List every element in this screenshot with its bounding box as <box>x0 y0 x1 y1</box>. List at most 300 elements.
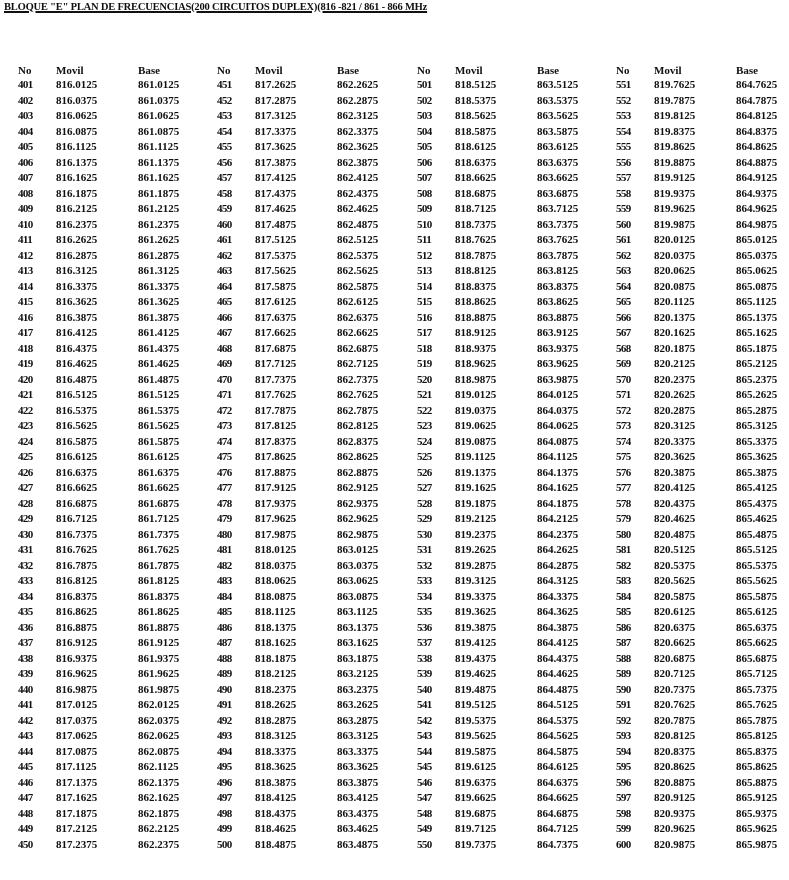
movil-frequency: 818.0375 <box>255 559 297 572</box>
table-row <box>18 528 210 544</box>
table-row <box>616 233 789 249</box>
table-row <box>616 729 789 745</box>
table-row <box>18 357 210 373</box>
movil-frequency: 817.0125 <box>56 699 98 711</box>
base-frequency: 861.9625 <box>138 668 180 680</box>
movil-frequency: 816.5625 <box>56 420 98 432</box>
movil-frequency: 819.1875 <box>455 497 497 510</box>
movil-frequency: 820.5875 <box>654 590 696 603</box>
table-row <box>616 714 789 730</box>
channel-number: 480 <box>217 528 232 541</box>
movil-frequency: 819.9375 <box>654 187 696 200</box>
channel-number: 417 <box>18 327 33 339</box>
table-row <box>417 621 609 637</box>
table-row <box>417 636 609 652</box>
base-frequency: 865.6875 <box>736 652 778 665</box>
table-row <box>616 171 789 187</box>
channel-number: 409 <box>18 203 33 215</box>
movil-frequency: 820.8875 <box>654 776 696 789</box>
channel-number: 418 <box>18 342 33 355</box>
base-frequency: 864.2125 <box>537 513 579 525</box>
movil-frequency: 817.0375 <box>56 714 98 727</box>
channel-number: 526 <box>417 466 432 479</box>
channel-number: 512 <box>417 249 432 262</box>
base-frequency: 864.5875 <box>537 745 579 758</box>
base-frequency: 861.0375 <box>138 94 180 107</box>
movil-frequency: 820.9375 <box>654 807 696 820</box>
table-row <box>18 218 210 234</box>
base-frequency: 865.8875 <box>736 776 778 789</box>
base-frequency: 863.4625 <box>337 823 379 835</box>
movil-frequency: 817.7625 <box>255 389 297 401</box>
movil-frequency: 820.8375 <box>654 745 696 758</box>
table-row <box>616 140 789 156</box>
table-row <box>616 512 789 528</box>
table-row <box>217 140 409 156</box>
table-row <box>217 78 409 94</box>
table-row <box>616 683 789 699</box>
movil-frequency: 817.9375 <box>255 497 297 510</box>
frequency-block-4 <box>616 64 789 853</box>
header-base: Base <box>138 65 160 77</box>
movil-frequency: 818.7625 <box>455 234 497 246</box>
table-row <box>18 512 210 528</box>
table-row <box>616 760 789 776</box>
channel-number: 498 <box>217 807 232 820</box>
movil-frequency: 816.7375 <box>56 528 98 541</box>
column-headers <box>217 64 409 78</box>
movil-frequency: 817.1125 <box>56 761 97 773</box>
table-row <box>18 559 210 575</box>
base-frequency: 864.5375 <box>537 714 579 727</box>
movil-frequency: 817.3375 <box>255 125 297 138</box>
channel-number: 592 <box>616 714 631 727</box>
movil-frequency: 817.3125 <box>255 110 297 122</box>
movil-frequency: 820.2125 <box>654 358 696 370</box>
channel-number: 513 <box>417 265 432 277</box>
channel-number: 571 <box>616 389 631 401</box>
base-frequency: 865.0625 <box>736 265 778 277</box>
movil-frequency: 820.2375 <box>654 373 696 386</box>
base-frequency: 864.6625 <box>537 792 579 804</box>
movil-frequency: 817.1625 <box>56 792 98 804</box>
channel-number: 570 <box>616 373 631 386</box>
table-row <box>417 574 609 590</box>
channel-number: 527 <box>417 482 432 494</box>
movil-frequency: 820.0625 <box>654 265 696 277</box>
base-frequency: 861.7375 <box>138 528 180 541</box>
base-frequency: 864.3125 <box>537 575 579 587</box>
movil-frequency: 816.1875 <box>56 187 98 200</box>
movil-frequency: 817.8875 <box>255 466 297 479</box>
base-frequency: 863.0375 <box>337 559 379 572</box>
base-frequency: 865.3875 <box>736 466 778 479</box>
channel-number: 461 <box>217 234 232 246</box>
movil-frequency: 819.0875 <box>455 435 497 448</box>
table-row <box>616 218 789 234</box>
base-frequency: 861.5375 <box>138 404 180 417</box>
movil-frequency: 817.5875 <box>255 280 297 293</box>
channel-number: 429 <box>18 513 33 525</box>
channel-number: 554 <box>616 125 631 138</box>
base-frequency: 861.1625 <box>138 172 180 184</box>
table-row <box>417 419 609 435</box>
channel-number: 584 <box>616 590 631 603</box>
channel-number: 457 <box>217 172 232 184</box>
movil-frequency: 818.2625 <box>255 699 297 711</box>
channel-number: 509 <box>417 203 432 215</box>
base-frequency: 861.8875 <box>138 621 180 634</box>
movil-frequency: 816.6875 <box>56 497 98 510</box>
channel-number: 421 <box>18 389 33 401</box>
channel-number: 494 <box>217 745 232 758</box>
base-frequency: 862.5875 <box>337 280 379 293</box>
table-row <box>217 202 409 218</box>
base-frequency: 864.7375 <box>537 838 579 851</box>
channel-number: 479 <box>217 513 232 525</box>
base-frequency: 861.9125 <box>138 637 180 649</box>
table-row <box>217 605 409 621</box>
table-row <box>616 404 789 420</box>
table-row <box>417 373 609 389</box>
base-frequency: 863.4125 <box>337 792 379 804</box>
base-frequency: 862.2875 <box>337 94 379 107</box>
channel-number: 423 <box>18 420 33 432</box>
base-frequency: 863.3375 <box>337 745 379 758</box>
table-row <box>417 512 609 528</box>
table-row <box>417 714 609 730</box>
movil-frequency: 818.3875 <box>255 776 297 789</box>
base-frequency: 864.6375 <box>537 776 579 789</box>
movil-frequency: 817.1875 <box>56 807 98 820</box>
channel-number: 599 <box>616 823 631 835</box>
movil-frequency: 818.5375 <box>455 94 497 107</box>
movil-frequency: 820.3875 <box>654 466 696 479</box>
movil-frequency: 817.0625 <box>56 730 98 742</box>
table-row <box>18 621 210 637</box>
base-frequency: 864.3875 <box>537 621 579 634</box>
base-frequency: 861.2875 <box>138 249 180 262</box>
base-frequency: 864.4375 <box>537 652 579 665</box>
base-frequency: 861.4625 <box>138 358 180 370</box>
movil-frequency: 819.6375 <box>455 776 497 789</box>
channel-number: 502 <box>417 94 432 107</box>
channel-number: 470 <box>217 373 232 386</box>
channel-number: 482 <box>217 559 232 572</box>
movil-frequency: 816.8125 <box>56 575 98 587</box>
channel-number: 475 <box>217 451 232 463</box>
movil-frequency: 816.6625 <box>56 482 98 494</box>
channel-number: 448 <box>18 807 33 820</box>
base-frequency: 861.6125 <box>138 451 180 463</box>
column-headers <box>417 64 609 78</box>
channel-number: 450 <box>18 838 33 851</box>
table-row <box>18 342 210 358</box>
movil-frequency: 816.1375 <box>56 156 98 169</box>
table-row <box>217 760 409 776</box>
movil-frequency: 817.1375 <box>56 776 98 789</box>
base-frequency: 862.3875 <box>337 156 379 169</box>
table-row <box>417 156 609 172</box>
channel-number: 548 <box>417 807 432 820</box>
table-row <box>18 419 210 435</box>
table-row <box>417 698 609 714</box>
channel-number: 431 <box>18 544 33 556</box>
channel-number: 440 <box>18 683 33 696</box>
base-frequency: 863.7875 <box>537 249 579 262</box>
movil-frequency: 818.3125 <box>255 730 297 742</box>
table-row <box>18 78 210 94</box>
movil-frequency: 818.3625 <box>255 761 297 773</box>
movil-frequency: 819.4125 <box>455 637 497 649</box>
channel-number: 596 <box>616 776 631 789</box>
movil-frequency: 820.0125 <box>654 234 696 246</box>
channel-number: 535 <box>417 606 432 618</box>
base-frequency: 863.1625 <box>337 637 379 649</box>
channel-number: 403 <box>18 110 33 122</box>
channel-number: 435 <box>18 606 33 618</box>
movil-frequency: 816.6375 <box>56 466 98 479</box>
base-frequency: 863.8625 <box>537 296 579 308</box>
channel-number: 466 <box>217 311 232 324</box>
base-frequency: 864.1125 <box>537 451 578 463</box>
table-row <box>18 94 210 110</box>
channel-number: 493 <box>217 730 232 742</box>
base-frequency: 864.7875 <box>736 94 778 107</box>
channel-number: 546 <box>417 776 432 789</box>
table-row <box>18 652 210 668</box>
base-frequency: 861.3375 <box>138 280 180 293</box>
movil-frequency: 816.3625 <box>56 296 98 308</box>
channel-number: 458 <box>217 187 232 200</box>
channel-number: 519 <box>417 358 432 370</box>
table-row <box>417 109 609 125</box>
table-row <box>18 388 210 404</box>
movil-frequency: 818.8125 <box>455 265 497 277</box>
movil-frequency: 816.7625 <box>56 544 98 556</box>
table-row <box>217 249 409 265</box>
base-frequency: 864.1875 <box>537 497 579 510</box>
table-row <box>217 466 409 482</box>
channel-number: 490 <box>217 683 232 696</box>
base-frequency: 862.7375 <box>337 373 379 386</box>
base-frequency: 862.0375 <box>138 714 180 727</box>
table-row <box>18 187 210 203</box>
channel-number: 467 <box>217 327 232 339</box>
movil-frequency: 820.3625 <box>654 451 696 463</box>
movil-frequency: 819.5625 <box>455 730 497 742</box>
movil-frequency: 816.2375 <box>56 218 98 231</box>
movil-frequency: 816.4875 <box>56 373 98 386</box>
movil-frequency: 820.6375 <box>654 621 696 634</box>
channel-number: 424 <box>18 435 33 448</box>
table-row <box>616 481 789 497</box>
table-row <box>417 450 609 466</box>
base-frequency: 862.1625 <box>138 792 180 804</box>
base-frequency: 863.9125 <box>537 327 579 339</box>
movil-frequency: 820.2625 <box>654 389 696 401</box>
channel-number: 433 <box>18 575 33 587</box>
movil-frequency: 818.6875 <box>455 187 497 200</box>
base-frequency: 861.8125 <box>138 575 180 587</box>
movil-frequency: 816.2875 <box>56 249 98 262</box>
movil-frequency: 817.3625 <box>255 141 297 153</box>
channel-number: 538 <box>417 652 432 665</box>
table-row <box>616 342 789 358</box>
channel-number: 564 <box>616 280 631 293</box>
channel-number: 556 <box>616 156 631 169</box>
channel-number: 404 <box>18 125 33 138</box>
movil-frequency: 819.2625 <box>455 544 497 556</box>
movil-frequency: 817.4625 <box>255 203 297 215</box>
movil-frequency: 818.9625 <box>455 358 497 370</box>
channel-number: 425 <box>18 451 33 463</box>
base-frequency: 865.7375 <box>736 683 778 696</box>
table-row <box>18 497 210 513</box>
channel-number: 427 <box>18 482 33 494</box>
base-frequency: 865.9625 <box>736 823 778 835</box>
table-row <box>417 559 609 575</box>
movil-frequency: 816.5875 <box>56 435 98 448</box>
channel-number: 483 <box>217 575 232 587</box>
table-row <box>616 776 789 792</box>
base-frequency: 862.6125 <box>337 296 379 308</box>
table-row <box>217 512 409 528</box>
channel-number: 505 <box>417 141 432 153</box>
base-frequency: 864.9125 <box>736 172 778 184</box>
channel-number: 468 <box>217 342 232 355</box>
base-frequency: 862.6875 <box>337 342 379 355</box>
movil-frequency: 817.6375 <box>255 311 297 324</box>
base-frequency: 861.2375 <box>138 218 180 231</box>
movil-frequency: 816.4375 <box>56 342 98 355</box>
base-frequency: 865.7875 <box>736 714 778 727</box>
movil-frequency: 818.0125 <box>255 544 297 556</box>
movil-frequency: 816.9625 <box>56 668 98 680</box>
channel-number: 447 <box>18 792 33 804</box>
header-movil: Movil <box>654 65 682 77</box>
channel-number: 456 <box>217 156 232 169</box>
base-frequency: 865.8375 <box>736 745 778 758</box>
movil-frequency: 819.4375 <box>455 652 497 665</box>
table-row <box>616 745 789 761</box>
channel-number: 426 <box>18 466 33 479</box>
base-frequency: 863.6625 <box>537 172 579 184</box>
base-frequency: 862.9375 <box>337 497 379 510</box>
table-row <box>616 543 789 559</box>
channel-number: 520 <box>417 373 432 386</box>
table-row <box>18 373 210 389</box>
channel-number: 555 <box>616 141 631 153</box>
movil-frequency: 816.9375 <box>56 652 98 665</box>
table-row <box>417 590 609 606</box>
movil-frequency: 820.1625 <box>654 327 696 339</box>
channel-number: 549 <box>417 823 432 835</box>
base-frequency: 865.6625 <box>736 637 778 649</box>
table-row <box>616 357 789 373</box>
table-row <box>18 838 210 854</box>
channel-number: 446 <box>18 776 33 789</box>
movil-frequency: 818.9125 <box>455 327 497 339</box>
channel-number: 438 <box>18 652 33 665</box>
table-row <box>18 729 210 745</box>
movil-frequency: 820.1125 <box>654 296 695 308</box>
base-frequency: 862.1125 <box>138 761 179 773</box>
table-row <box>217 543 409 559</box>
movil-frequency: 816.4125 <box>56 327 98 339</box>
table-row <box>18 125 210 141</box>
movil-frequency: 818.5125 <box>455 79 497 91</box>
table-row <box>217 729 409 745</box>
table-row <box>18 280 210 296</box>
table-row <box>217 187 409 203</box>
channel-number: 597 <box>616 792 631 804</box>
channel-number: 420 <box>18 373 33 386</box>
movil-frequency: 817.9625 <box>255 513 297 525</box>
movil-frequency: 818.1125 <box>255 606 296 618</box>
base-frequency: 863.1875 <box>337 652 379 665</box>
base-frequency: 863.3625 <box>337 761 379 773</box>
table-row <box>217 745 409 761</box>
channel-number: 453 <box>217 110 232 122</box>
channel-number: 587 <box>616 637 631 649</box>
base-frequency: 862.4875 <box>337 218 379 231</box>
base-frequency: 861.7125 <box>138 513 180 525</box>
channel-number: 428 <box>18 497 33 510</box>
table-row <box>18 667 210 683</box>
table-row <box>18 466 210 482</box>
movil-frequency: 816.6125 <box>56 451 98 463</box>
table-row <box>18 776 210 792</box>
channel-number: 562 <box>616 249 631 262</box>
movil-frequency: 818.7375 <box>455 218 497 231</box>
base-frequency: 862.2375 <box>138 838 180 851</box>
channel-number: 516 <box>417 311 432 324</box>
table-row <box>616 94 789 110</box>
channel-number: 445 <box>18 761 33 773</box>
movil-frequency: 820.2875 <box>654 404 696 417</box>
base-frequency: 863.5125 <box>537 79 579 91</box>
channel-number: 492 <box>217 714 232 727</box>
movil-frequency: 819.7125 <box>455 823 497 835</box>
table-row <box>616 419 789 435</box>
channel-number: 576 <box>616 466 631 479</box>
base-frequency: 865.5125 <box>736 544 778 556</box>
base-frequency: 864.5625 <box>537 730 579 742</box>
channel-number: 411 <box>18 234 33 246</box>
base-frequency: 865.7625 <box>736 699 778 711</box>
channel-number: 412 <box>18 249 33 262</box>
table-row <box>18 543 210 559</box>
movil-frequency: 818.6125 <box>455 141 497 153</box>
table-row <box>217 109 409 125</box>
channel-number: 497 <box>217 792 232 804</box>
base-frequency: 863.1125 <box>337 606 378 618</box>
base-frequency: 863.2125 <box>337 668 379 680</box>
movil-frequency: 817.0875 <box>56 745 98 758</box>
table-row <box>18 791 210 807</box>
base-frequency: 861.0625 <box>138 110 180 122</box>
table-row <box>616 528 789 544</box>
channel-number: 566 <box>616 311 631 324</box>
base-frequency: 864.0125 <box>537 389 579 401</box>
movil-frequency: 817.9125 <box>255 482 297 494</box>
movil-frequency: 820.4375 <box>654 497 696 510</box>
table-row <box>616 450 789 466</box>
movil-frequency: 820.0875 <box>654 280 696 293</box>
channel-number: 484 <box>217 590 232 603</box>
base-frequency: 862.3125 <box>337 110 379 122</box>
